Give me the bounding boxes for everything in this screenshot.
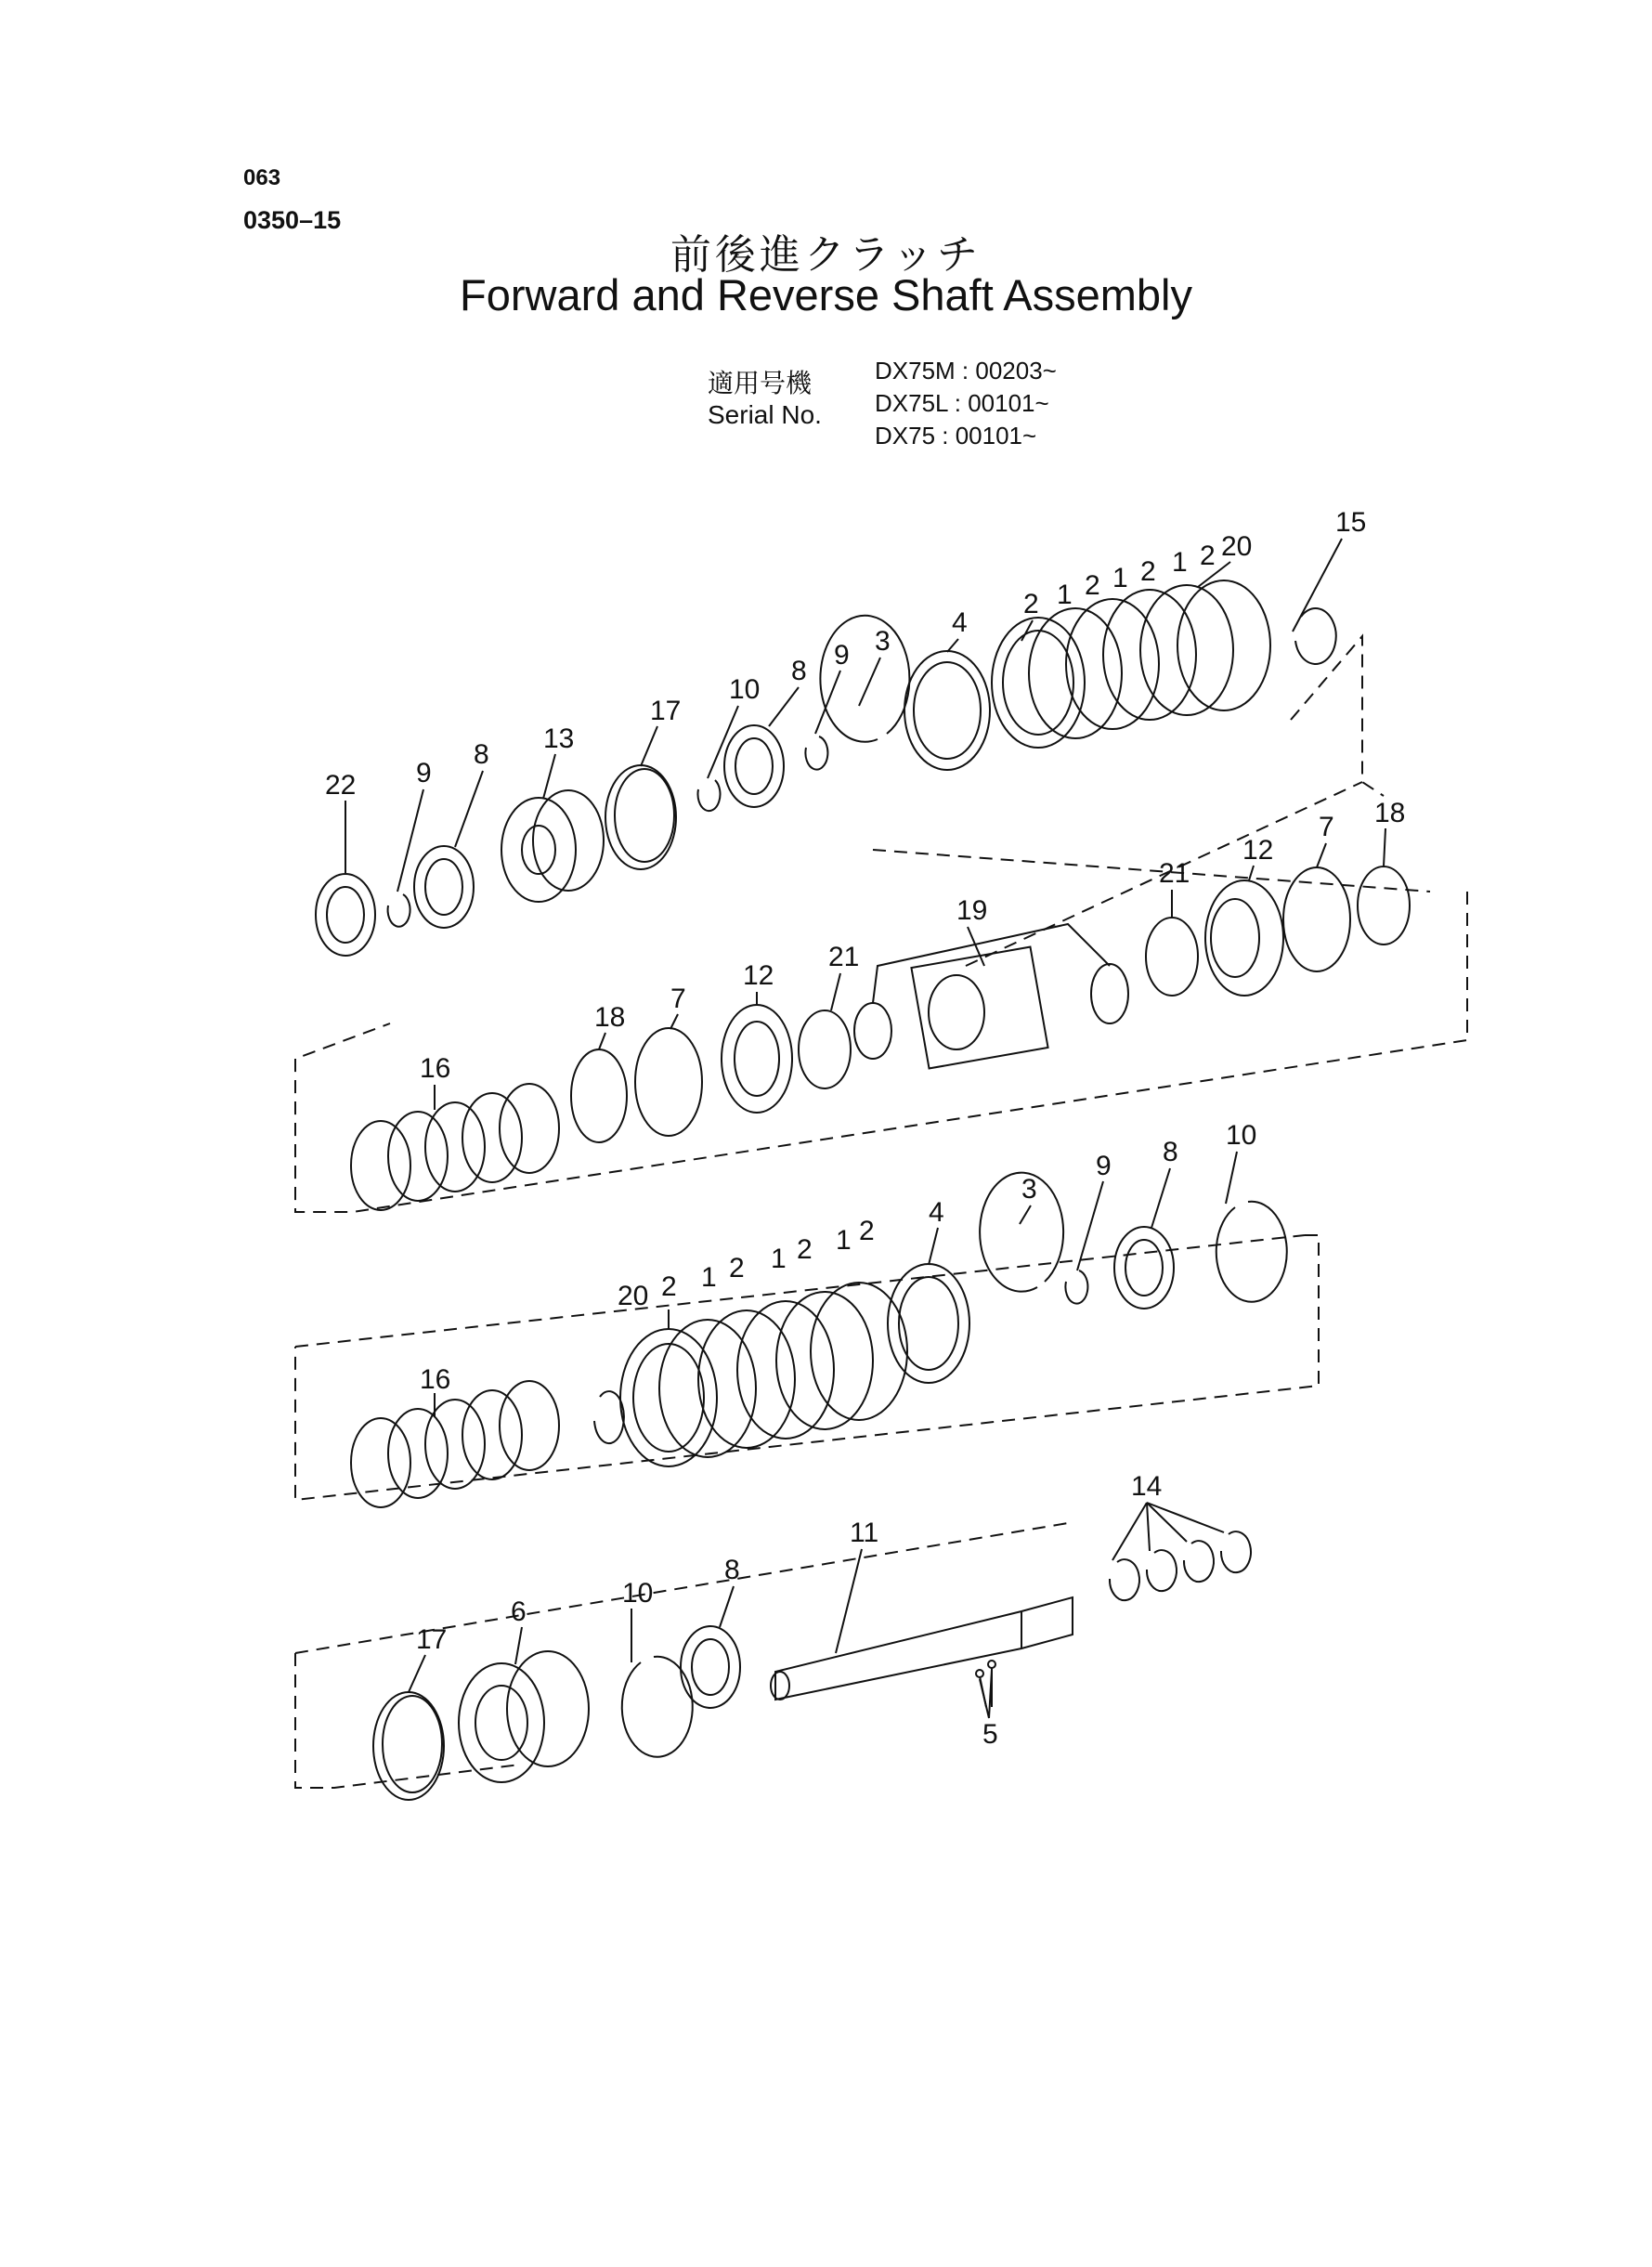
gear-13 xyxy=(501,790,604,902)
snap-ring-10b xyxy=(1216,1202,1287,1302)
callout-1d: 1 xyxy=(701,1262,717,1293)
springs-16a xyxy=(351,1084,559,1210)
callout-4: 4 xyxy=(952,607,968,638)
callout-8c: 8 xyxy=(1163,1137,1178,1167)
callout-9c: 9 xyxy=(1096,1151,1112,1181)
plate-4b xyxy=(888,1264,969,1383)
callouts-row4 xyxy=(416,1471,1162,1750)
callout-2g: 2 xyxy=(797,1234,813,1265)
clutch-discs-row3 xyxy=(620,1283,907,1466)
pins-5 xyxy=(976,1661,995,1707)
ring-7b xyxy=(1283,867,1350,971)
callout-8: 8 xyxy=(474,739,489,770)
row4-parts xyxy=(373,1531,1251,1800)
callout-2c: 2 xyxy=(1140,556,1156,587)
callout-18b: 18 xyxy=(1374,798,1406,828)
callout-2e: 2 xyxy=(661,1271,677,1302)
callout-21b: 21 xyxy=(1159,858,1190,889)
snap-ring-10c xyxy=(622,1657,693,1757)
callout-17: 17 xyxy=(650,696,682,726)
serial-model-3: DX75 : 00101~ xyxy=(875,422,1037,449)
callout-2b: 2 xyxy=(1085,570,1100,601)
callout-1f: 1 xyxy=(836,1225,852,1256)
serial-label-en: Serial No. xyxy=(708,400,822,429)
callout-22: 22 xyxy=(325,770,357,801)
page-number: 063 xyxy=(243,165,281,190)
callout-14: 14 xyxy=(1131,1471,1163,1502)
callout-5: 5 xyxy=(982,1719,998,1750)
callout-4b: 4 xyxy=(929,1197,944,1228)
callout-2d: 2 xyxy=(1200,541,1216,571)
plate-4 xyxy=(904,651,990,770)
figure-code: 0350–15 xyxy=(243,206,342,234)
callout-8b: 8 xyxy=(791,656,807,686)
callout-12: 12 xyxy=(743,960,774,991)
row1-parts xyxy=(316,580,1336,956)
callout-20b: 20 xyxy=(618,1281,649,1311)
callout-6: 6 xyxy=(511,1596,527,1627)
callout-2f: 2 xyxy=(729,1253,745,1283)
callout-16: 16 xyxy=(420,1053,451,1084)
assembly-dashed-frame xyxy=(295,636,1467,1788)
ring-21b xyxy=(1146,918,1198,996)
bearing-8c xyxy=(1114,1227,1174,1309)
ring-18b xyxy=(1358,866,1410,945)
gear-6 xyxy=(459,1651,589,1782)
ring-18 xyxy=(571,1049,627,1142)
ring-17b xyxy=(373,1692,444,1800)
serial-model-1: DX75M : 00203~ xyxy=(875,357,1057,384)
callout-2h: 2 xyxy=(859,1216,875,1246)
callout-13: 13 xyxy=(543,723,575,754)
seal-rings-14 xyxy=(1110,1531,1251,1600)
title-japanese: 前後進クラッチ xyxy=(670,231,982,279)
callout-19: 19 xyxy=(956,895,988,926)
snap-ring-9b xyxy=(805,736,827,770)
springs-16b xyxy=(351,1381,559,1507)
serial-label-jp: 適用号機 xyxy=(708,369,813,397)
callout-3b: 3 xyxy=(1021,1174,1037,1205)
callout-10b: 10 xyxy=(1226,1120,1257,1151)
callout-18: 18 xyxy=(594,1002,626,1033)
snap-ring-3 xyxy=(820,616,909,742)
shaft-11 xyxy=(771,1597,1073,1700)
callout-1b: 1 xyxy=(1112,563,1128,593)
callout-1c: 1 xyxy=(1172,547,1188,578)
callout-3: 3 xyxy=(875,626,891,657)
callout-15: 15 xyxy=(1335,507,1367,538)
callout-21: 21 xyxy=(828,942,860,972)
callout-1a: 1 xyxy=(1057,580,1073,610)
callouts-row1 xyxy=(325,507,1366,801)
callout-1e: 1 xyxy=(771,1244,787,1274)
bearing-8d xyxy=(681,1626,740,1708)
callout-16b: 16 xyxy=(420,1364,451,1395)
callout-9b: 9 xyxy=(834,640,850,671)
callout-9: 9 xyxy=(416,758,432,788)
callout-12b: 12 xyxy=(1242,835,1274,866)
bearing-22 xyxy=(316,874,375,956)
snap-ring-9 xyxy=(388,894,410,927)
piston-12b xyxy=(1205,880,1283,996)
callouts-row3 xyxy=(420,1120,1256,1395)
callout-10: 10 xyxy=(729,674,761,705)
ring-7 xyxy=(635,1028,702,1136)
callout-8d: 8 xyxy=(724,1555,740,1585)
bearing-8b xyxy=(724,725,784,807)
callouts-row2 xyxy=(420,798,1405,1084)
title-english: Forward and Reverse Shaft Assembly xyxy=(460,270,1192,319)
piston-12 xyxy=(722,1005,792,1113)
serial-model-2: DX75L : 00101~ xyxy=(875,389,1049,417)
ring-21 xyxy=(799,1010,851,1088)
callout-2a: 2 xyxy=(1023,589,1039,619)
callout-7: 7 xyxy=(670,984,686,1014)
callout-10c: 10 xyxy=(622,1578,654,1609)
drum-19 xyxy=(854,947,1128,1069)
bearing-8 xyxy=(414,846,474,928)
snap-ring-9c xyxy=(1065,1270,1087,1304)
ring-17 xyxy=(605,765,676,869)
callout-11: 11 xyxy=(850,1518,879,1548)
callout-17b: 17 xyxy=(416,1624,448,1655)
row2-parts xyxy=(351,866,1410,1210)
callout-7b: 7 xyxy=(1319,812,1334,842)
row3-parts xyxy=(351,1173,1287,1507)
snap-ring-10 xyxy=(698,780,721,811)
callout-20: 20 xyxy=(1221,531,1253,562)
